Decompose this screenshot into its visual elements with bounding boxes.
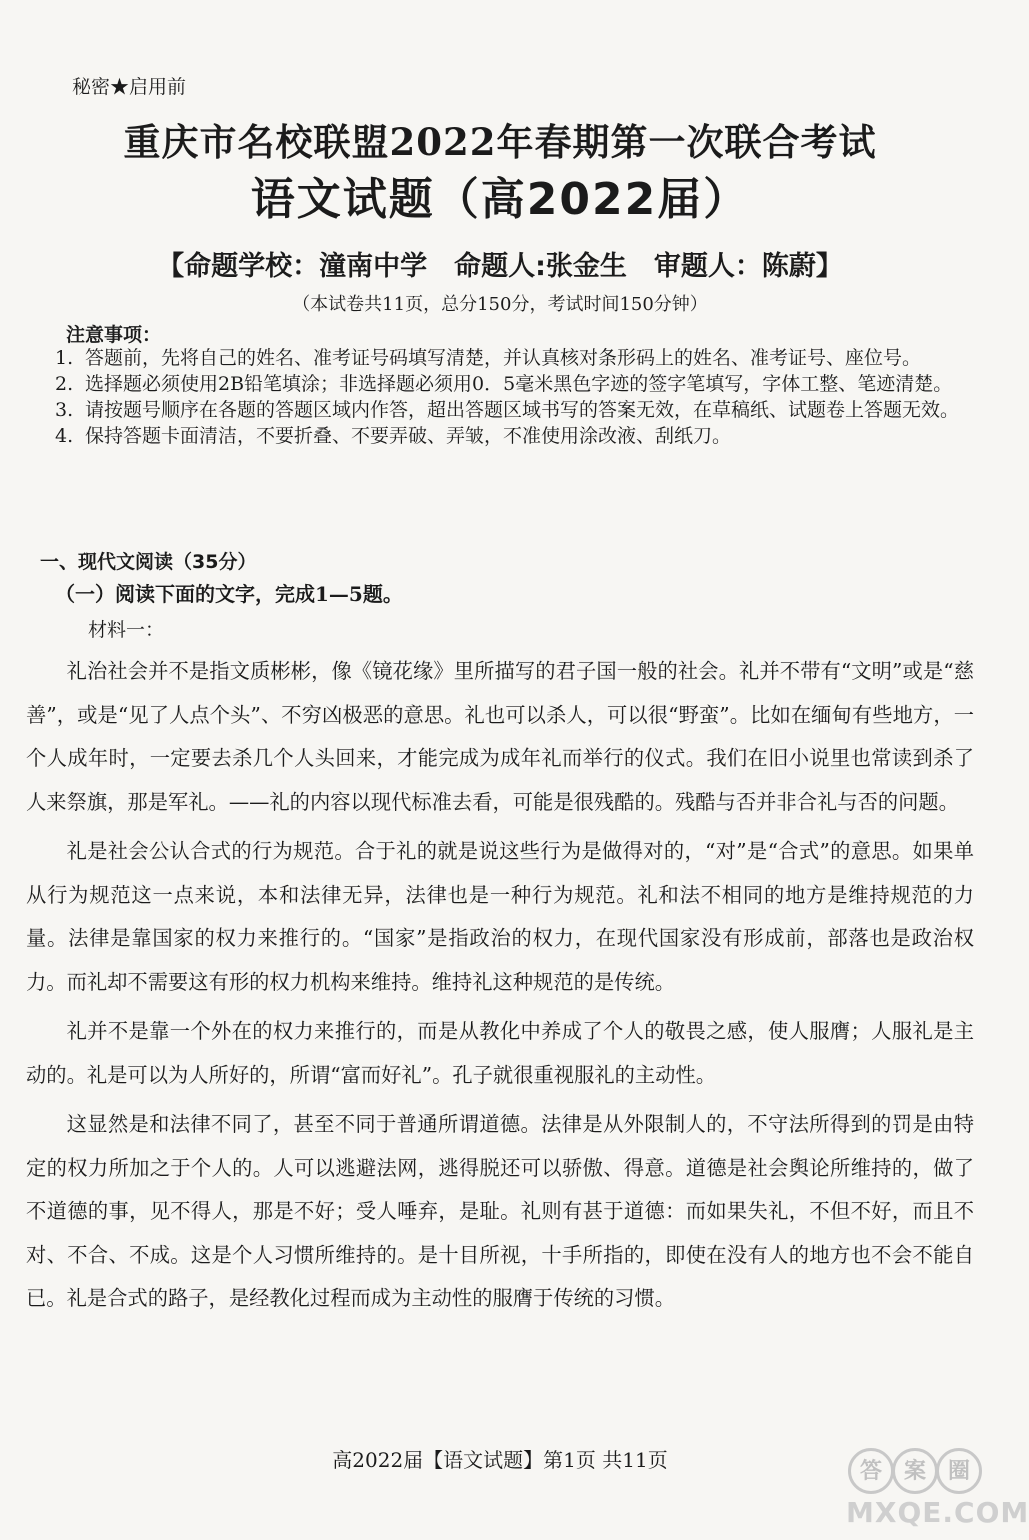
notice-title: 注意事项： [66,324,162,346]
notice-text: 请按题号顺序在各题的答题区域内作答，超出答题区域书写的答案无效，在草稿纸、试题卷上答题无效。 [85,399,960,421]
notice-list [55,345,980,449]
material-label: 材料一： [88,619,165,641]
notice-number: 2. [55,373,74,395]
question-instruction: （一）阅读下面的文字，完成1—5题。 [55,582,403,606]
notice-item [55,397,980,423]
watermark-char: 答 [848,1448,894,1494]
passage-paragraph: 礼是社会公认合式的行为规范。合于礼的就是说这些行为是做得对的，“对”是“合式”的意思。如果单从行为规范这一点来说，本和法律无异，法律也是一种行为规范。礼和法不相同的地方是维持规范的力量。法律是靠国家的权力来推行的。“国家”是指政治的权力，在现代国家没有形成前，部落也是政治权力。而礼却不需要这有形的权力机构来维持。维持礼这种规范的是传统。 [26,839,974,994]
notice-number: 3. [55,399,74,421]
passage-paragraph: 礼并不是靠一个外在的权力来推行的，而是从教化中养成了个人的敬畏之感，使人服膺；人服礼是主动的。礼是可以为人所好的，所谓“富而好礼”。孔子就很重视服礼的主动性。 [26,1019,974,1087]
watermark-logo [840,1448,1029,1534]
notice-text: 答题前，先将自己的姓名、准考证号码填写清楚，并认真核对条形码上的姓名、准考证号、座位号。 [85,347,922,369]
section-title: 一、现代文阅读（35分） [40,551,257,573]
page-footer: 高2022届【语文试题】第1页 共11页 [332,1448,668,1472]
notice-text: 保持答题卡面清洁，不要折叠、不要弄破、弄皱，不准使用涂改液、刮纸刀。 [85,425,732,447]
reading-passage [26,650,974,1327]
notice-number: 4. [55,425,74,447]
notice-item [55,345,980,371]
exam-info: （本试卷共11页，总分150分，考试时间150分钟） [292,294,708,315]
watermark-char: 案 [892,1448,938,1494]
secret-label: 秘密★启用前 [72,76,187,98]
exam-authors: 【命题学校：潼南中学 命题人:张金生 审题人：陈蔚】 [157,251,843,282]
notice-text: 选择题必须使用2B铅笔填涂；非选择题必须用0．5毫米黑色字迹的签字笔填写，字体工整、笔迹清楚。 [85,373,953,395]
exam-title: 重庆市名校联盟2022年春期第一次联合考试 [123,120,877,164]
watermark-url: MXQE.COM [846,1496,1029,1529]
watermark-char: 圈 [936,1448,982,1494]
passage-paragraph: 这显然是和法律不同了，甚至不同于普通所谓道德。法律是从外限制人的，不守法所得到的罚是由特定的权力所加之于个人的。人可以逃避法网，逃得脱还可以骄傲、得意。道德是社会舆论所维持的，做了不道德的事，见不得人，那是不好；受人唾弃，是耻。礼则有甚于道德：而如果失礼，不但不好，而且不对、不合、不成。这是个人习惯所维持的。是十目所视，十手所指的，即使在没有人的地方也不会不能自已。礼是合式的路子，是经教化过程而成为主动性的服膺于传统的习惯。 [26,1112,974,1310]
exam-subtitle: 语文试题（高2022届） [250,174,750,225]
notice-item [55,371,980,397]
notice-item [55,423,980,449]
notice-number: 1. [55,347,74,369]
passage-paragraph: 礼治社会并不是指文质彬彬，像《镜花缘》里所描写的君子国一般的社会。礼并不带有“文明”或是“慈善”，或是“见了人点个头”、不穷凶极恶的意思。礼也可以杀人，可以很“野蛮”。比如在缅甸有些地方，一个人成年时，一定要去杀几个人头回来，才能完成为成年礼而举行的仪式。我们在旧小说里也常读到杀了人来祭旗，那是军礼。——礼的内容以现代标准去看，可能是很残酷的。残酷与否并非合礼与否的问题。 [26,659,974,814]
